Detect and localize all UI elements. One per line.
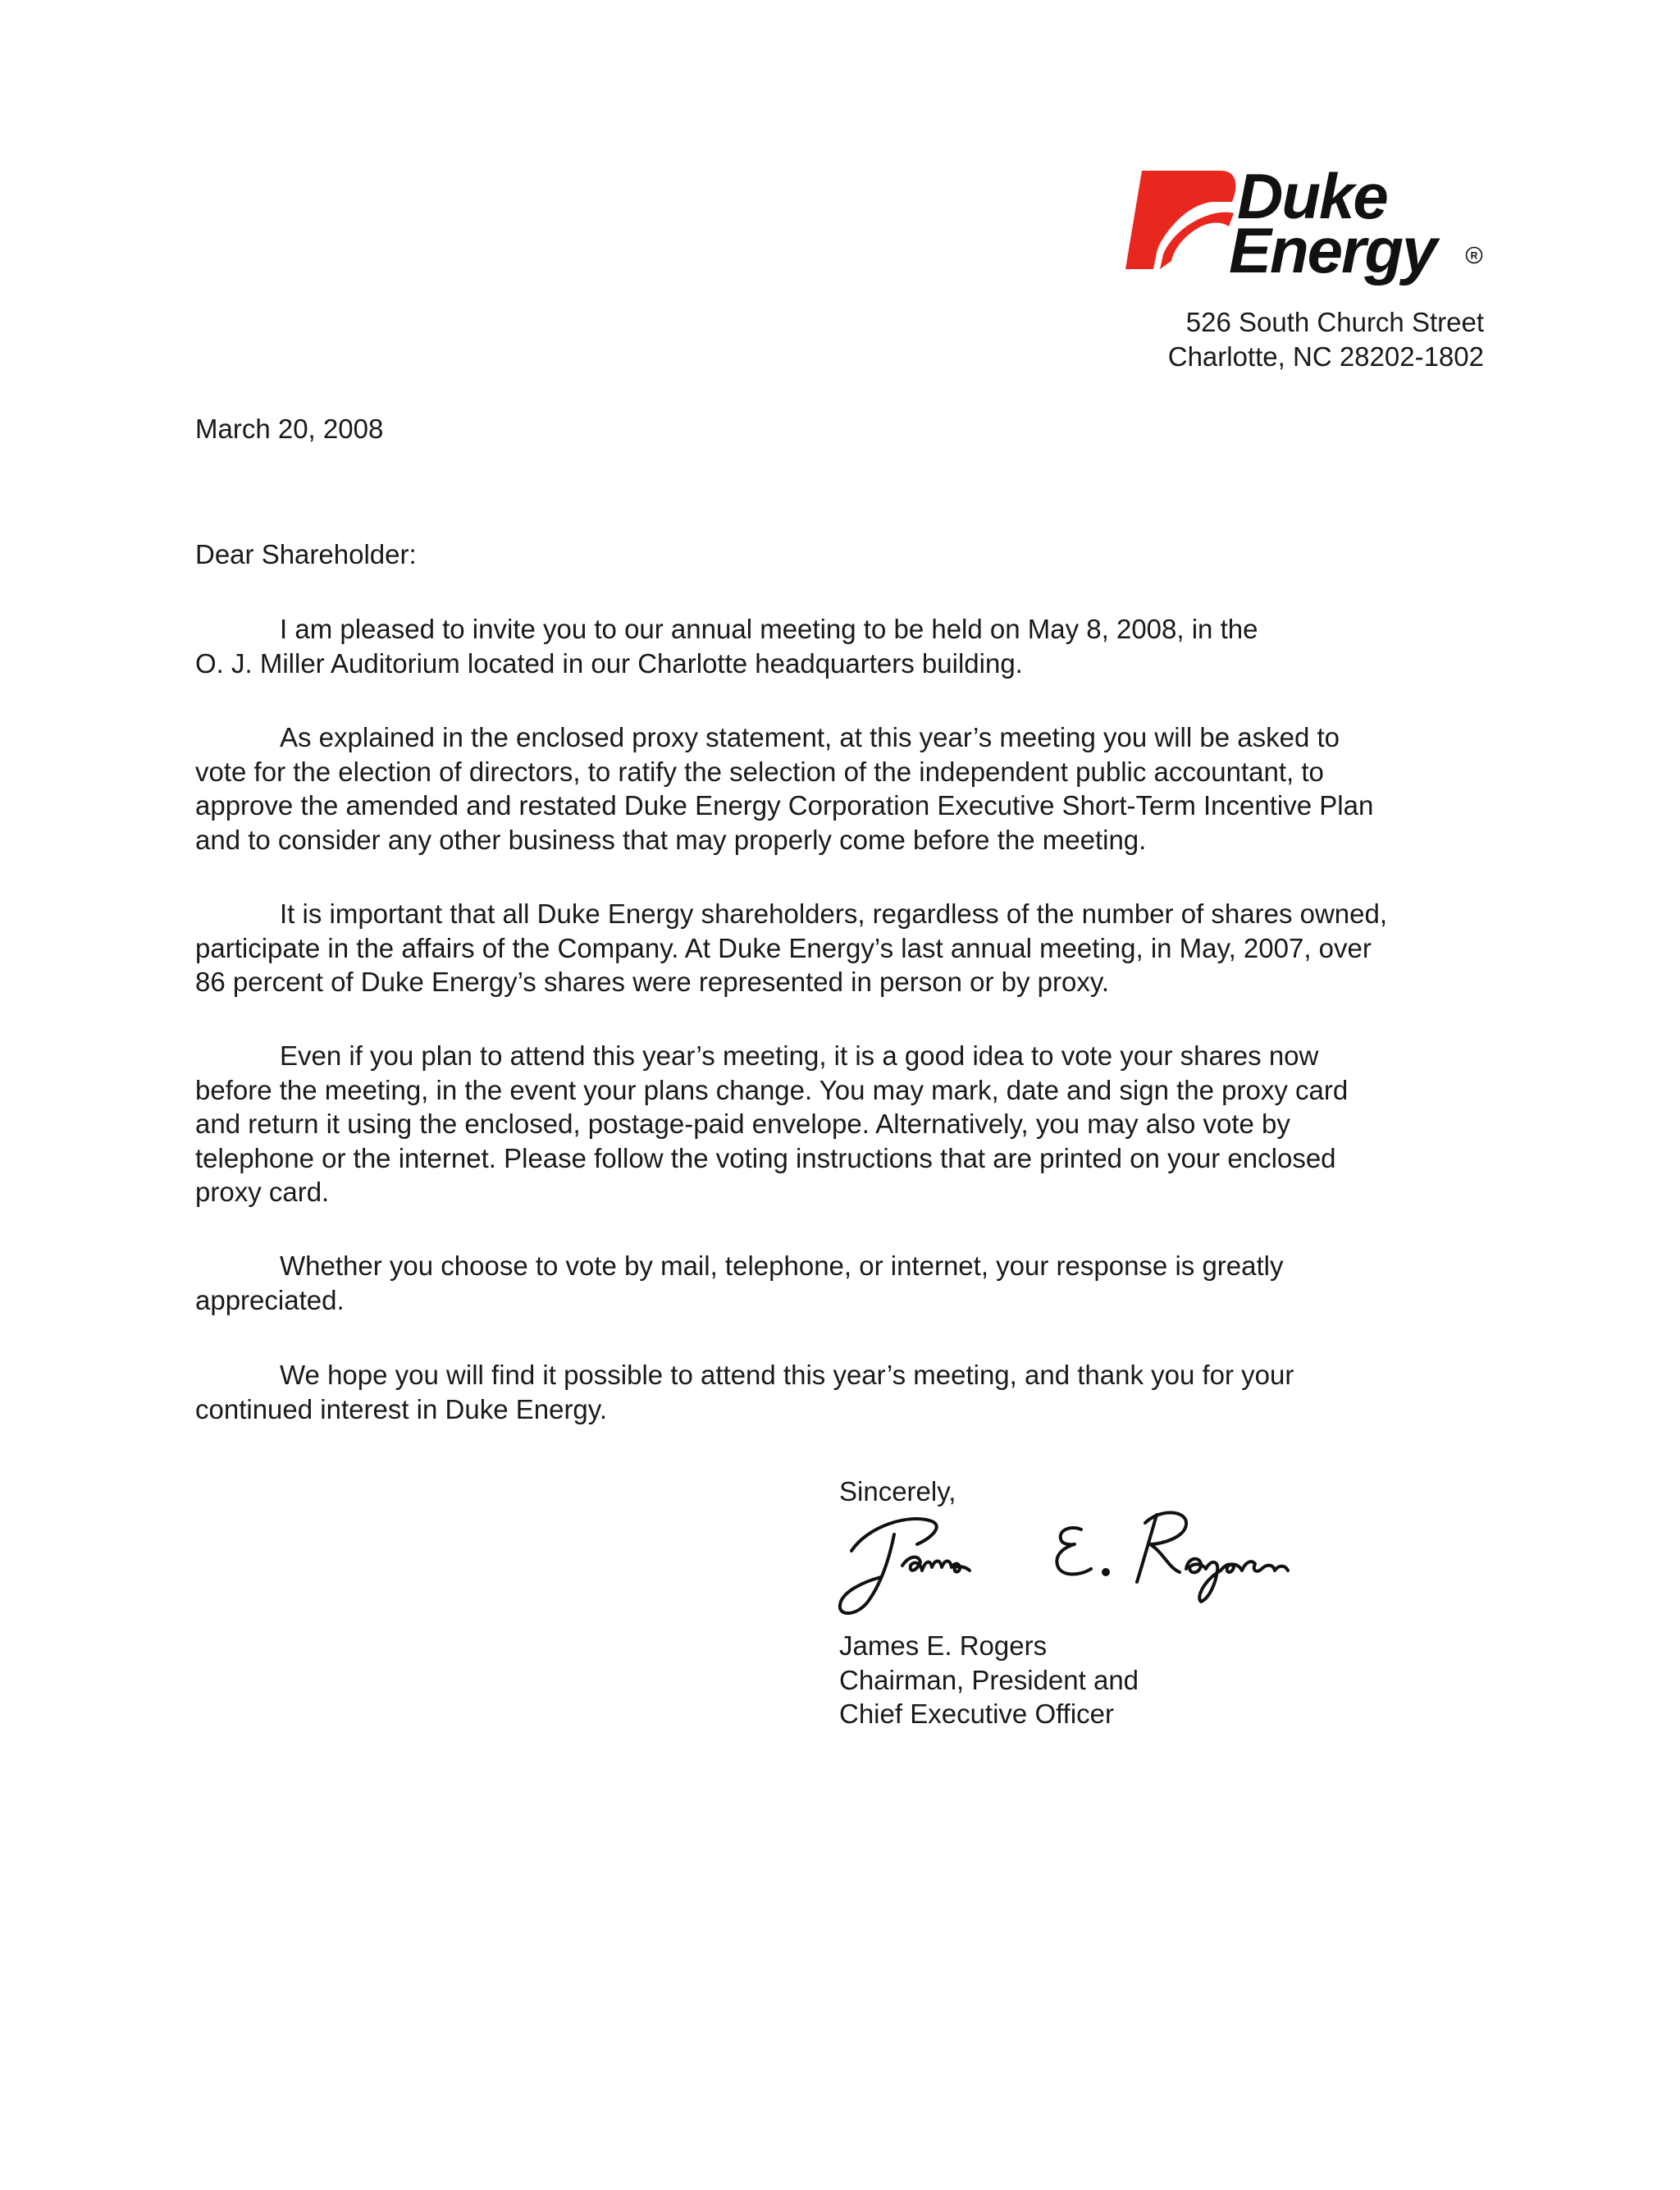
signer-block	[839, 1629, 1139, 1731]
paragraph-line: telephone or the internet. Please follow the voting instructions that are printed on your enclosed	[195, 1142, 1336, 1173]
paragraph-line: continued interest in Duke Energy.	[195, 1393, 608, 1424]
address-city: Charlotte, NC 28202-1802	[1167, 341, 1484, 372]
paragraph-line: participate in the affairs of the Company. At Duke Energy’s last annual meeting, in May, 2007, over	[195, 932, 1372, 963]
paragraph-line: before the meeting, in the event your plans change. You may mark, date and sign the proxy card	[195, 1074, 1349, 1105]
handwritten-signature	[835, 1502, 1327, 1625]
letter-date: March 20, 2008	[195, 414, 384, 444]
signer-title-line2: Chief Executive Officer	[839, 1699, 1115, 1729]
paragraph-line: 86 percent of Duke Energy’s shares were represented in person or by proxy.	[195, 967, 1110, 997]
paragraph-line: vote for the election of directors, to ratify the selection of the independent public accountant, to	[195, 756, 1324, 787]
duke-energy-logo	[1124, 160, 1485, 287]
paragraph-line: appreciated.	[195, 1284, 345, 1315]
salutation: Dear Shareholder:	[195, 539, 417, 569]
closing: Sincerely,	[839, 1476, 956, 1506]
logo-name-line1: Duke	[1237, 160, 1387, 232]
paragraph-line: It is important that all Duke Energy shareholders, regardless of the number of shares owned,	[280, 898, 1388, 929]
paragraph-line: Even if you plan to attend this year’s meeting, it is a good idea to vote your shares now	[280, 1040, 1319, 1071]
paragraph-line: approve the amended and restated Duke Energy Corporation Executive Short-Term Incentive Plan	[195, 790, 1374, 821]
duke-energy-flame-icon	[1124, 169, 1239, 271]
body-paragraph	[195, 897, 1387, 999]
address-street: 526 South Church Street	[1185, 307, 1484, 337]
body-paragraph	[195, 612, 1258, 680]
body-paragraph	[195, 720, 1373, 857]
paragraph-line: We hope you will find it possible to attend this year’s meeting, and thank you for your	[280, 1360, 1294, 1390]
paragraph-line: and return it using the enclosed, postage-paid envelope. Alternatively, you may also vote by	[195, 1109, 1290, 1139]
paragraph-line: Whether you choose to vote by mail, telephone, or internet, your response is greatly	[280, 1250, 1284, 1281]
body-paragraph	[195, 1249, 1284, 1317]
body-paragraph	[195, 1039, 1348, 1209]
paragraph-line: As explained in the enclosed proxy statement, at this year’s meeting you will be asked to	[280, 722, 1340, 752]
signer-name: James E. Rogers	[839, 1630, 1048, 1661]
paragraph-line: O. J. Miller Auditorium located in our Charlotte headquarters building.	[195, 647, 1023, 679]
svg-text:R: R	[1470, 249, 1478, 262]
logo-name-line2: Energy	[1229, 214, 1436, 286]
signer-title-line1: Chairman, President and	[839, 1664, 1139, 1695]
paragraph-line: proxy card.	[195, 1177, 330, 1207]
paragraph-line: and to consider any other business that may properly come before the meeting.	[195, 824, 1147, 855]
registered-trademark-icon	[1465, 246, 1483, 264]
paragraph-line: I am pleased to invite you to our annual meeting to be held on May 8, 2008, in the	[280, 614, 1258, 644]
body-paragraph	[195, 1358, 1294, 1426]
company-address	[1168, 305, 1484, 374]
